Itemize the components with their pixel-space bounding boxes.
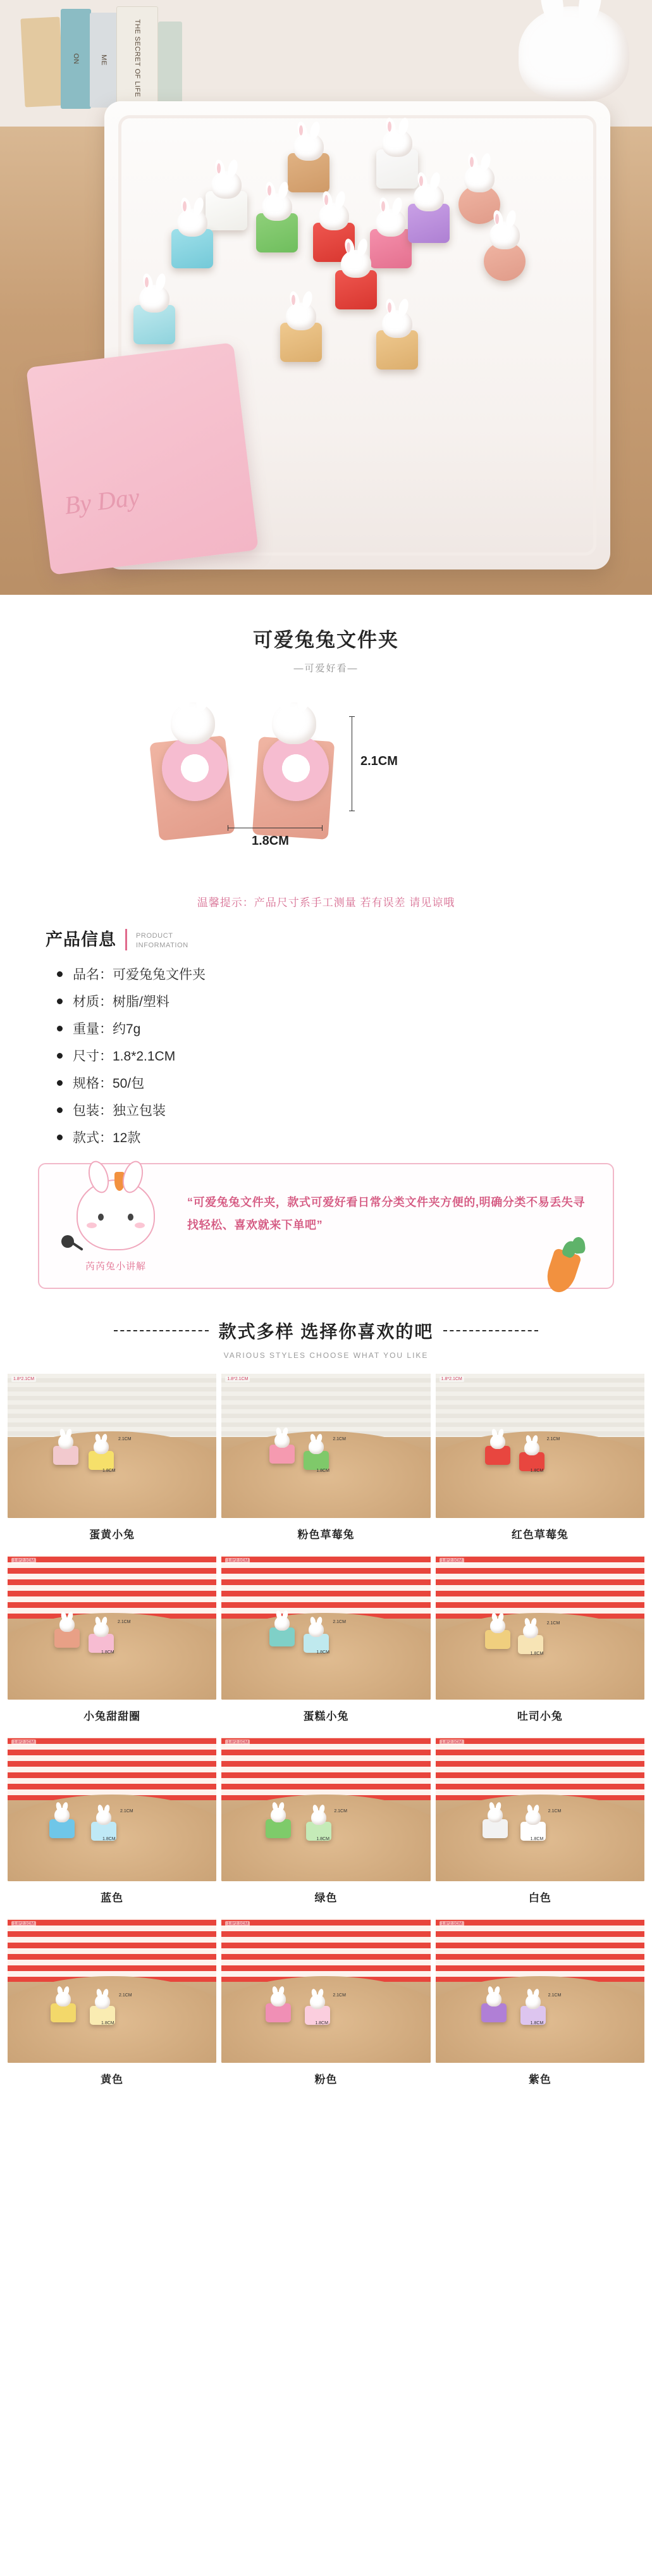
list-item: [46, 1073, 606, 1092]
item-caption: 蛋糕小兔: [303, 1710, 349, 1722]
product-photo: [8, 1374, 216, 1518]
measurement-tip: 温馨提示：产品尺寸系手工测量 若有误差 请见谅哦: [197, 897, 455, 909]
item-caption: 蓝色: [101, 1892, 124, 1904]
item-caption: 小兔甜甜圈: [83, 1710, 141, 1722]
dimension-product-front: [145, 702, 240, 848]
item-caption: 紫色: [528, 2074, 551, 2086]
list-item: [46, 1046, 606, 1065]
gallery-item[interactable]: [5, 1916, 219, 2098]
hero-product-photo: [0, 0, 652, 595]
photo-tag: 1.8*2.1CM: [11, 1558, 36, 1564]
item-caption: 蛋黄小兔: [89, 1529, 135, 1541]
product-title-block: [0, 595, 652, 681]
mascot-eye-left: [98, 1214, 104, 1221]
photo-dim-w: 1.8CM: [101, 1650, 114, 1655]
dimension-diagram: [0, 697, 652, 887]
photo-tag: 1.8*2.1CM: [440, 1921, 464, 1927]
height-label: 2.1CM: [360, 754, 398, 768]
gallery-item[interactable]: [433, 1916, 647, 2098]
photo-dim-w: 1.8CM: [316, 1469, 329, 1473]
mascot-blush-right: [135, 1223, 145, 1228]
photo-dim-h: 2.1CM: [334, 1809, 347, 1814]
photo-tag: 1.8*2.1CM: [225, 1376, 250, 1382]
dimension-product-angled: [247, 702, 341, 848]
bullet-icon: [57, 999, 63, 1004]
styles-title: 款式多样 选择你喜欢的吧: [218, 1322, 434, 1341]
info-value: 材质：树脂/塑料: [73, 995, 169, 1009]
product-photo: [436, 1374, 644, 1518]
info-value: 包装：独立包装: [73, 1104, 166, 1118]
width-label: 1.8CM: [252, 834, 289, 848]
info-value: 品名：可爱兔兔文件夹: [73, 968, 206, 982]
photo-dim-h: 2.1CM: [546, 1621, 560, 1626]
carrot-icon: [538, 1237, 591, 1295]
photo-dim-h: 2.1CM: [333, 1993, 346, 1998]
product-photo: [221, 1919, 430, 2063]
photo-tag: 1.8*2.1CM: [440, 1739, 464, 1745]
mascot-bunny-icon: [77, 1179, 155, 1250]
photo-tag: 1.8*2.1CM: [225, 1739, 250, 1745]
photo-tag: 1.8*2.1CM: [11, 1921, 36, 1927]
book-3-text: ME: [100, 54, 108, 66]
photo-dim-w: 1.8CM: [530, 1837, 544, 1841]
photo-dim-w: 1.8CM: [102, 1837, 116, 1841]
mascot-label: 芮芮兔小讲解: [85, 1261, 146, 1272]
plush-bunny-decor: [519, 6, 629, 101]
gallery-item[interactable]: [433, 1734, 647, 1916]
styles-subtitle: VARIOUS STYLES CHOOSE WHAT YOU LIKE: [223, 1351, 429, 1360]
item-caption: 白色: [528, 1892, 551, 1904]
bullet-icon: [57, 1080, 63, 1086]
book-3: [90, 13, 118, 108]
photo-dim-h: 2.1CM: [333, 1620, 346, 1624]
product-info-heading-cn: 产品信息: [46, 930, 116, 949]
photo-dim-h: 2.1CM: [118, 1437, 132, 1441]
mascot-block: [56, 1179, 176, 1272]
list-item: [46, 964, 606, 983]
info-value: 尺寸：1.8*2.1CM: [73, 1049, 176, 1064]
photo-dim-h: 2.1CM: [119, 1993, 132, 1998]
photo-tag: 1.8*2.1CM: [440, 1376, 464, 1382]
styles-gallery: [0, 1371, 652, 2098]
photo-dim-h: 2.1CM: [120, 1809, 133, 1814]
product-photo: [221, 1737, 430, 1881]
photo-dim-h: 2.1CM: [118, 1620, 131, 1624]
gallery-item[interactable]: [219, 1371, 433, 1553]
photo-dim-w: 1.8CM: [530, 1652, 544, 1656]
bullet-icon: [57, 1135, 63, 1140]
product-photo: [8, 1919, 216, 2063]
photo-tag: 1.8*2.1CM: [11, 1739, 36, 1745]
mascot-blush-left: [87, 1223, 97, 1228]
photo-dim-h: 2.1CM: [548, 1993, 562, 1998]
page-title: 可爱兔兔文件夹: [253, 629, 399, 651]
photo-dim-w: 1.8CM: [530, 1469, 544, 1473]
gallery-item[interactable]: [5, 1553, 219, 1734]
book-5: [158, 22, 182, 109]
gallery-item[interactable]: [219, 1916, 433, 2098]
gallery-item[interactable]: [219, 1734, 433, 1916]
heading-en-line2: INFORMATION: [136, 942, 188, 950]
photo-dim-w: 1.8CM: [315, 2021, 328, 2025]
product-photo: [221, 1555, 430, 1700]
styles-header: [0, 1318, 652, 1360]
book-2-text: ON: [72, 53, 80, 65]
info-value: 重量：约7g: [73, 1022, 141, 1036]
product-info-list: [46, 964, 606, 1147]
gallery-item[interactable]: [433, 1553, 647, 1734]
gallery-item[interactable]: [433, 1371, 647, 1553]
heading-en-line1: PRODUCT: [136, 932, 173, 940]
book-1: [20, 16, 64, 107]
photo-tag: 1.8*2.1CM: [11, 1376, 36, 1382]
mascot-carrot-icon: [114, 1172, 125, 1191]
list-item: [46, 1100, 606, 1119]
page-subtitle: —可爱好看—: [293, 663, 359, 674]
microphone-icon: [61, 1235, 74, 1248]
quote-box: [38, 1163, 614, 1289]
mascot-eye-right: [128, 1214, 133, 1221]
item-caption: 粉色草莓兔: [297, 1529, 355, 1541]
gallery-item[interactable]: [5, 1371, 219, 1553]
item-caption: 黄色: [101, 2074, 124, 2086]
item-caption: 红色草莓兔: [511, 1529, 569, 1541]
info-value: 款式：12款: [73, 1131, 141, 1145]
bullet-icon: [57, 1053, 63, 1059]
bullet-icon: [57, 1026, 63, 1031]
pink-card-decor: [26, 342, 259, 575]
list-item: [46, 1128, 606, 1147]
gallery-item[interactable]: [219, 1553, 433, 1734]
item-caption: 绿色: [314, 1892, 338, 1904]
pink-card-text: By Day: [63, 482, 141, 520]
quote-text: “可爱兔兔文件夹，款式可爱好看日常分类文件夹方便的,明确分类不易丢失寻找轻松、喜欢就来下单吧”: [187, 1196, 585, 1231]
product-photo: [8, 1737, 216, 1881]
product-info-heading: [46, 926, 606, 950]
book-2: [61, 9, 91, 109]
book-4-text: THE SECRET OF LIFE: [133, 19, 141, 97]
product-photo: [436, 1737, 644, 1881]
heading-divider: [125, 929, 127, 950]
photo-dim-h: 2.1CM: [546, 1437, 560, 1441]
photo-tag: 1.8*2.1CM: [225, 1921, 250, 1927]
photo-tag: 1.8*2.1CM: [440, 1558, 464, 1564]
item-caption: 粉色: [314, 2074, 338, 2086]
product-photo: [436, 1555, 644, 1700]
photo-dim-w: 1.8CM: [316, 1837, 329, 1841]
carrot-body: [543, 1248, 582, 1296]
photo-dim-h: 2.1CM: [548, 1809, 562, 1814]
photo-dim-w: 1.8CM: [530, 2021, 544, 2025]
carrot-leaf-2: [572, 1236, 586, 1254]
photo-dim-w: 1.8CM: [102, 1469, 116, 1473]
hero-books-group: [11, 6, 201, 114]
divider-left: [114, 1330, 209, 1331]
bullet-icon: [57, 971, 63, 977]
product-photo: [8, 1555, 216, 1700]
product-photo: [436, 1919, 644, 2063]
info-value: 规格：50/包: [73, 1076, 145, 1091]
photo-dim-h: 2.1CM: [333, 1437, 346, 1441]
divider-right: [443, 1330, 538, 1331]
photo-dim-w: 1.8CM: [101, 2021, 114, 2025]
list-item: [46, 992, 606, 1011]
photo-dim-w: 1.8CM: [316, 1650, 329, 1655]
product-info-section: [0, 926, 652, 1147]
gallery-item[interactable]: [5, 1734, 219, 1916]
product-photo: [221, 1374, 430, 1518]
list-item: [46, 1019, 606, 1038]
photo-tag: 1.8*2.1CM: [225, 1558, 250, 1564]
book-4: [116, 6, 158, 110]
bullet-icon: [57, 1107, 63, 1113]
product-info-heading-en: [136, 931, 188, 950]
item-caption: 吐司小兔: [517, 1710, 563, 1722]
